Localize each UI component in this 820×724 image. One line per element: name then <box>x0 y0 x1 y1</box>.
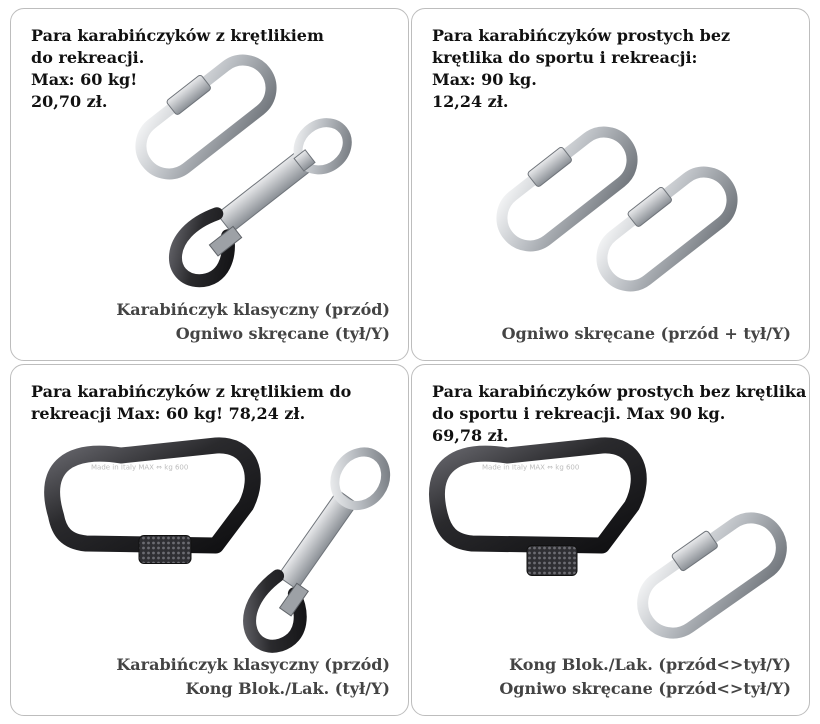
desc-max-load: Max: 60 kg! <box>31 70 138 89</box>
product-card-4 <box>411 364 810 716</box>
caption-line: Karabińczyk klasyczny (przód) <box>116 655 390 674</box>
desc-price: 20,70 zł. <box>31 92 108 111</box>
product-description <box>31 381 394 425</box>
caption-line: Kong Blok./Lak. (tył/Y) <box>185 679 390 698</box>
desc-line: Para karabińczyków z krętlikiem do <box>31 382 352 401</box>
product-caption <box>116 298 390 346</box>
product-caption <box>499 653 791 701</box>
desc-max-load: Max: 90 kg. <box>432 70 537 89</box>
product-description <box>432 25 795 113</box>
desc-price: 12,24 zł. <box>432 92 509 111</box>
desc-line: krętlika do sportu i rekreacji: <box>432 48 698 67</box>
product-caption <box>502 322 791 346</box>
caption-line: Ogniwo skręcane (przód<>tył/Y) <box>499 679 791 698</box>
desc-line: Para karabińczyków prostych bez <box>432 26 731 45</box>
product-card-1 <box>10 8 409 361</box>
desc-line: do rekreacji. <box>31 48 145 67</box>
product-card-2 <box>411 8 810 361</box>
caption-line: Kong Blok./Lak. (przód<>tył/Y) <box>509 655 791 674</box>
product-description <box>432 381 807 447</box>
caption-line: Ogniwo skręcane (tył/Y) <box>175 324 390 343</box>
desc-line: do sportu i rekreacji. Max 90 kg. <box>432 404 726 423</box>
caption-line: Ogniwo skręcane (przód + tył/Y) <box>501 324 791 343</box>
engraving-text: Made in Italy MAX ⇔ kg 600 <box>91 463 189 472</box>
desc-line: Para karabińczyków prostych bez krętlika <box>432 382 807 401</box>
desc-price: 69,78 zł. <box>432 426 509 445</box>
desc-line: Para karabińczyków z krętlikiem <box>31 26 324 45</box>
engraving-text: Made in Italy MAX ⇔ kg 600 <box>482 463 580 472</box>
product-card-3 <box>10 364 409 716</box>
caption-line: Karabińczyk klasyczny (przód) <box>116 300 390 319</box>
product-description <box>31 25 394 113</box>
desc-line: rekreacji Max: 60 kg! 78,24 zł. <box>31 404 306 423</box>
product-caption <box>116 653 390 701</box>
